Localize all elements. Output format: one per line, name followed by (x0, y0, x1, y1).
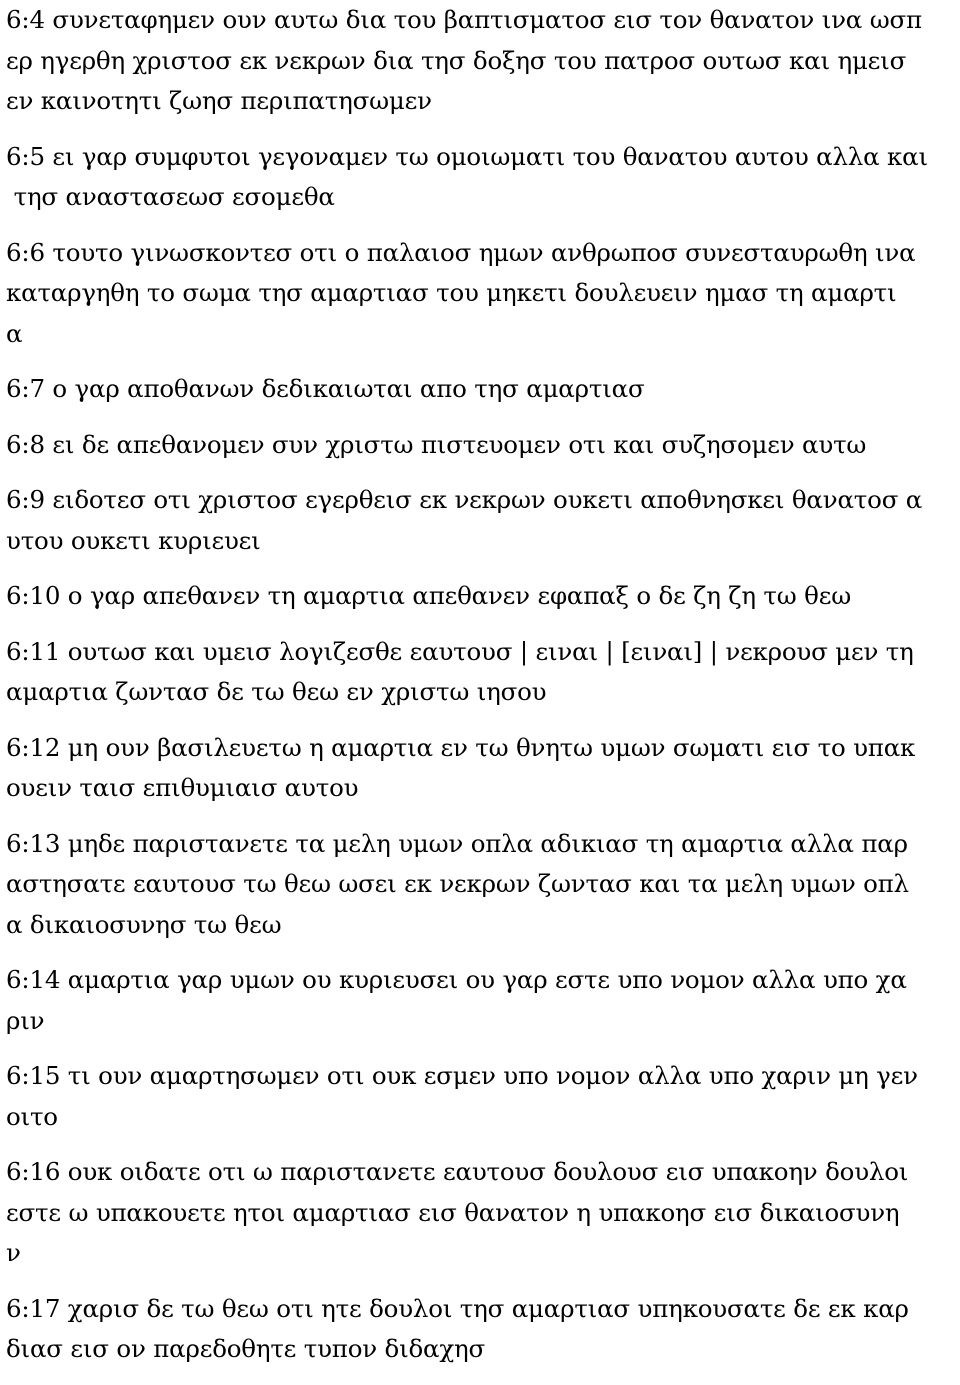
verse-line: εν καινοτητι ζωησ περιπατησωμεν (6, 86, 432, 115)
verse-paragraph (6, 0, 960, 122)
document-body (6, 0, 960, 1385)
verse-line: α δικαιοσυνησ τω θεω (6, 909, 282, 939)
verse-line: 6:16 ουκ οιδατε οτι ω παριστανετε εαυτουσ δουλουσ εισ υπακοην δουλοι (6, 1157, 909, 1186)
verse-line: υτου ουκετι κυριευει (6, 525, 261, 555)
verse-paragraph (6, 632, 960, 713)
verse-line: 6:15 τι ουν αμαρτησωμεν οτι ουκ εσμεν υπο νομον αλλα υπο χαριν μη γεν (6, 1061, 918, 1090)
verse-line: 6:11 ουτωσ και υμεισ λογιζεσθε εαυτουσ | ειναι | [ειναι] | νεκρουσ μεν τη (6, 636, 914, 666)
verse-paragraph (6, 233, 960, 355)
verse-line: 6:4 συνεταφημεν ουν αυτω δια του βαπτισματοσ εισ τον θανατον ινα ωσπ (6, 5, 922, 34)
verse-paragraph (6, 824, 960, 946)
verse-line: ριν (6, 1005, 45, 1035)
verse-paragraph (6, 1056, 960, 1137)
verse-paragraph (6, 137, 960, 218)
verse-line: 6:6 τουτο γινωσκοντεσ οτι ο παλαιοσ ημων ανθρωποσ συνεσταυρωθη ινα (6, 237, 916, 267)
verse-line: 6:9 ειδοτεσ οτι χριστοσ εγερθεισ εκ νεκρων ουκετι αποθνησκει θανατοσ α (6, 485, 923, 514)
verse-line: 6:12 μη ουν βασιλευετω η αμαρτια εν τω θνητω υμων σωματι εισ το υπακ (6, 732, 916, 762)
verse-line: ν (6, 1238, 21, 1267)
verse-line: οιτο (6, 1101, 58, 1131)
verse-line: εστε ω υπακουετε ητοι αμαρτιασ εισ θανατον η υπακοησ εισ δικαιοσυνη (6, 1197, 900, 1227)
verse-line: α (6, 318, 23, 348)
verse-line: αστησατε εαυτουσ τω θεω ωσει εκ νεκρων ζωντασ και τα μελη υμων οπλ (6, 869, 909, 898)
verse-line: 6:5 ει γαρ συμφυτοι γεγοναμεν τω ομοιωματι του θανατου αυτου αλλα και (6, 141, 928, 171)
verse-line: καταργηθη το σωμα τησ αμαρτιασ του μηκετι δουλευειν ημασ τη αμαρτι (6, 278, 897, 307)
verse-paragraph (6, 369, 960, 410)
verse-line: ερ ηγερθη χριστοσ εκ νεκρων δια τησ δοξησ του πατροσ ουτωσ και ημεισ (6, 45, 907, 75)
verse-paragraph (6, 1289, 960, 1370)
verse-line: αμαρτια ζωντασ δε τω θεω εν χριστω ιησου (6, 677, 547, 706)
verse-line: 6:7 ο γαρ αποθανων δεδικαιωται απο τησ αμαρτιασ (6, 374, 645, 403)
verse-line: 6:13 μηδε παριστανετε τα μελη υμων οπλα αδικιασ τη αμαρτια αλλα παρ (6, 828, 908, 858)
verse-line: 6:10 ο γαρ απεθανεν τη αμαρτια απεθανεν εφαπαξ ο δε ζη ζη τω θεω (6, 581, 851, 610)
verse-line: διασ εισ ον παρεδοθητε τυπον διδαχησ (6, 1334, 486, 1363)
verse-paragraph (6, 480, 960, 561)
verse-line: ουειν ταισ επιθυμιαισ αυτου (6, 773, 359, 802)
verse-paragraph (6, 576, 960, 617)
verse-paragraph (6, 728, 960, 809)
verse-paragraph (6, 425, 960, 466)
verse-line: 6:17 χαρισ δε τω θεω οτι ητε δουλοι τησ αμαρτιασ υπηκουσατε δε εκ καρ (6, 1293, 909, 1323)
verse-paragraph (6, 1152, 960, 1274)
verse-line: 6:8 ει δε απεθανομεν συν χριστω πιστευομεν οτι και συζησομεν αυτω (6, 429, 867, 459)
verse-line: τησ αναστασεωσ εσομεθα (6, 182, 335, 211)
verse-line: 6:14 αμαρτια γαρ υμων ου κυριευσει ου γαρ εστε υπο νομον αλλα υπο χα (6, 965, 907, 994)
verse-paragraph (6, 960, 960, 1041)
